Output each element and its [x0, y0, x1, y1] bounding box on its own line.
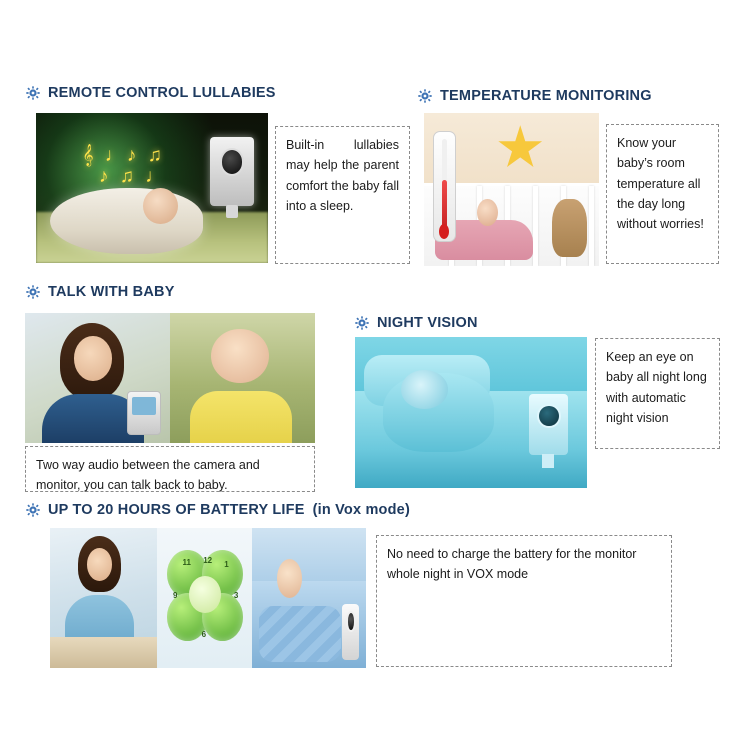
caption-temperature-monitoring: Know your baby’s room temperature all the day long without worries!: [606, 124, 719, 264]
baby-sleeping-panel: [252, 528, 366, 668]
camera-stand: [542, 454, 554, 468]
teddy-bear: [552, 199, 587, 257]
baby-head: [401, 370, 447, 409]
mother-face: [74, 336, 112, 380]
thermometer-icon: [433, 131, 456, 241]
image-talk-with-baby: [25, 313, 315, 443]
baby-head: [477, 199, 498, 227]
heading-temperature-monitoring: [418, 88, 652, 104]
heading-remote-control-lullabies: [26, 85, 276, 101]
heading-label: TEMPERATURE MONITORING: [440, 88, 652, 104]
baby-head: [211, 329, 269, 384]
gear-icon: [26, 285, 40, 299]
image-remote-control-lullabies: [36, 113, 268, 263]
kitchen-counter: [50, 637, 157, 668]
mother-panel: [25, 313, 170, 443]
music-notes-icon: 𝄞 ♩♪ ♫ ♪ ♫ ♩: [82, 145, 168, 187]
gear-icon: [418, 89, 432, 103]
camera-lens-icon: [220, 148, 245, 176]
camera-unit: [210, 137, 254, 206]
camera-unit: [529, 394, 568, 454]
blanket: [259, 606, 341, 662]
caption-talk-with-baby: Two way audio between the camera and monitor, you can talk back to baby.: [25, 446, 315, 492]
image-battery-life: [50, 528, 366, 668]
heading-label: REMOTE CONTROL LULLABIES: [48, 85, 276, 101]
heading-label: UP TO 20 HOURS OF BATTERY LIFE: [48, 502, 305, 518]
gear-icon: [26, 86, 40, 100]
caption-night-vision: Keep an eye on baby all night long with automatic night vision: [595, 338, 720, 449]
caption-remote-control-lullabies: Built-in lullabies may help the parent comfort the baby fall into a sleep.: [275, 126, 410, 264]
heading-label: NIGHT VISION: [377, 315, 478, 331]
baby-body: [190, 391, 292, 443]
handset-screen: [132, 397, 156, 415]
camera-stand: [226, 205, 238, 219]
monitor-handset: [127, 391, 162, 435]
heading-label: TALK WITH BABY: [48, 284, 175, 300]
gear-icon: [355, 316, 369, 330]
four-leaf-clover-icon: 11 12 1 3 6 9: [165, 550, 245, 642]
baby-panel: [170, 313, 315, 443]
image-night-vision: [355, 337, 587, 488]
heading-battery-life: [26, 502, 410, 518]
camera-unit: [342, 604, 359, 660]
image-temperature-monitoring: [424, 113, 599, 266]
mother-kitchen-panel: [50, 528, 157, 668]
heading-sublabel: (in Vox mode): [312, 502, 410, 518]
camera-lens-icon: [537, 404, 561, 428]
gear-icon: [26, 503, 40, 517]
clover-timer-panel: [157, 528, 252, 668]
heading-talk-with-baby: [26, 284, 175, 300]
camera-lens-icon: [346, 611, 356, 631]
heading-night-vision: [355, 315, 478, 331]
caption-battery-life: No need to charge the battery for the monitor whole night in VOX mode: [376, 535, 672, 667]
